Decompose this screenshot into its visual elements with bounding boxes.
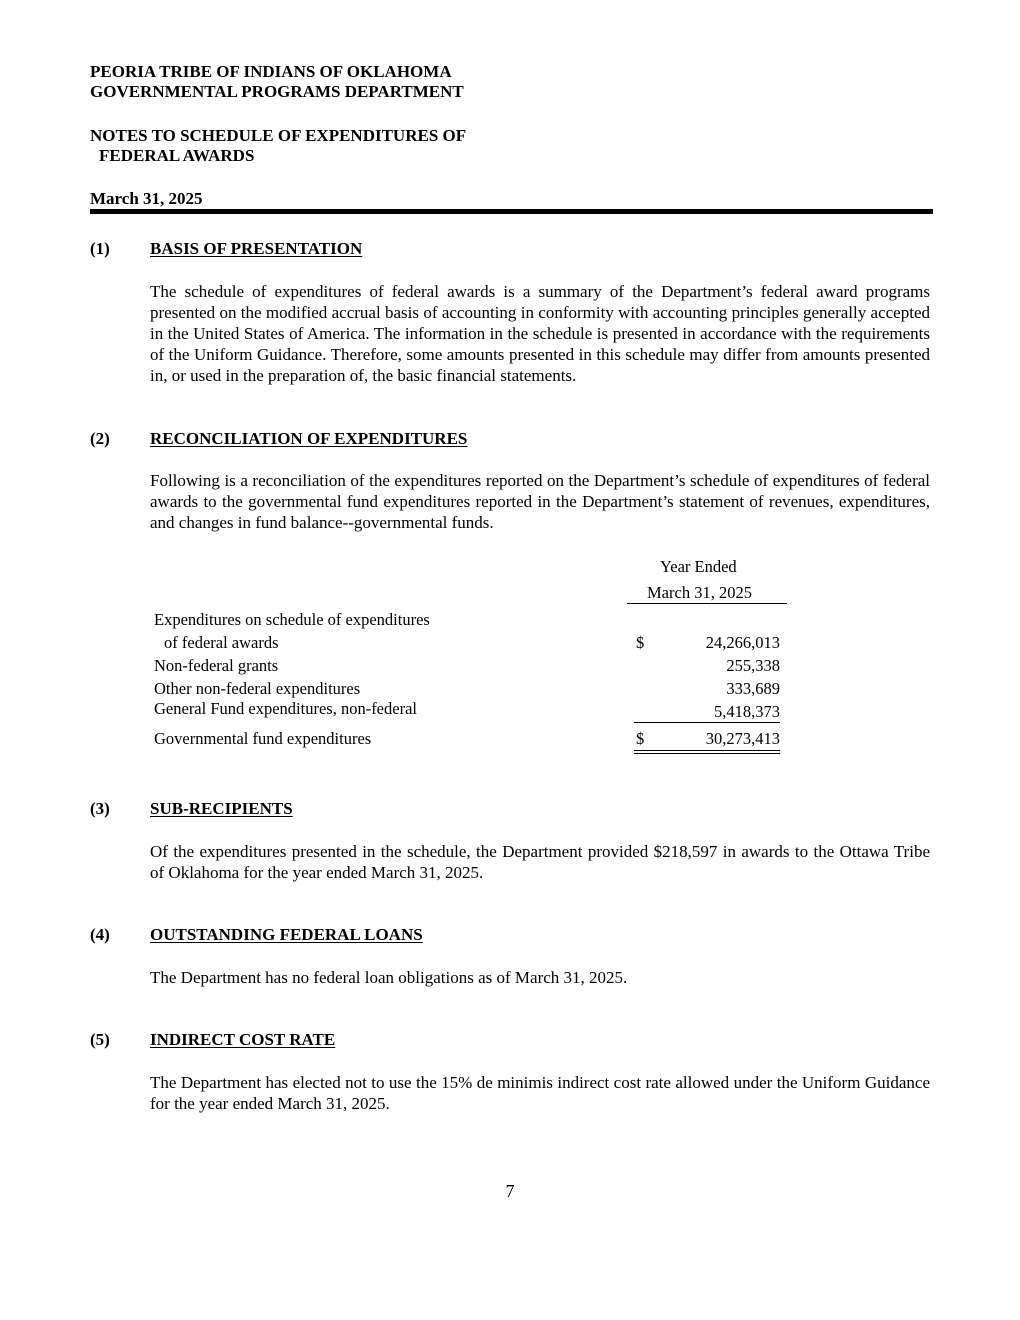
section-body: The Department has no federal loan obligations as of March 31, 2025. [150, 968, 628, 987]
document-title-line2: FEDERAL AWARDS [99, 146, 255, 165]
column-header-year-ended: Year Ended [660, 557, 737, 576]
total-amount: 30,273,413 [705, 729, 780, 748]
section-body: The schedule of expenditures of federal awards is a summary of the Department’s federal award programs presented on the modified accrual basis of accounting in conformity with accounting principles generally accepted in the United States of America. The information in the schedule is presented in accordance with the requirements of the Uniform Guidance. Therefore, some amounts presented in this schedule may differ from amounts presented in, or used in the preparation of, the basic financial statements. [150, 282, 930, 385]
currency-symbol: $ [636, 729, 645, 748]
section-body: Following is a reconciliation of the expenditures reported on the Department’s schedule of expenditures of federal awards to the governmental fund expenditures reported in the Department’s statement of revenues, expenditures, and changes in fund balance--governmental funds. [150, 471, 930, 532]
section-heading: SUB-RECIPIENTS [150, 799, 293, 818]
section-heading: RECONCILIATION OF EXPENDITURES [150, 429, 468, 448]
section-heading: OUTSTANDING FEDERAL LOANS [150, 925, 423, 944]
total-double-rule-bottom [634, 753, 780, 754]
department-name: GOVERNMENTAL PROGRAMS DEPARTMENT [90, 82, 464, 101]
section-heading: BASIS OF PRESENTATION [150, 239, 363, 258]
section-number: (3) [90, 799, 110, 818]
total-double-rule-top [634, 750, 780, 751]
table-row-label: General Fund expenditures, non-federal [154, 699, 417, 718]
document-date: March 31, 2025 [90, 189, 203, 208]
table-row-amount: 333,689 [726, 679, 780, 698]
organization-name: PEORIA TRIBE OF INDIANS OF OKLAHOMA [90, 62, 452, 81]
section-number: (2) [90, 429, 110, 448]
section-number: (5) [90, 1030, 110, 1049]
section-body: Of the expenditures presented in the schedule, the Department provided $218,597 in awards to the Ottawa Tribe of Oklahoma for the year ended March 31, 2025. [150, 842, 930, 882]
table-row-amount: 255,338 [726, 656, 780, 675]
currency-symbol: $ [636, 633, 645, 652]
subtotal-rule [634, 722, 780, 723]
section-number: (1) [90, 239, 110, 258]
header-rule [90, 209, 933, 214]
total-label: Governmental fund expenditures [154, 729, 372, 748]
section-heading: INDIRECT COST RATE [150, 1030, 336, 1049]
document-title-line1: NOTES TO SCHEDULE OF EXPENDITURES OF [90, 126, 467, 145]
page-number: 7 [505, 1181, 515, 1201]
table-row-amount: 5,418,373 [714, 702, 780, 721]
section-body: The Department has elected not to use the 15% de minimis indirect cost rate allowed under the Uniform Guidance for the year ended March 31, 2025. [150, 1073, 930, 1113]
column-header-underline [627, 603, 787, 604]
table-row-label: Expenditures on schedule of expenditures [154, 610, 430, 629]
table-row-label: of federal awards [164, 633, 279, 652]
section-number: (4) [90, 925, 110, 944]
table-row-label: Non-federal grants [154, 656, 279, 675]
table-row-label: Other non-federal expenditures [154, 679, 361, 698]
table-row-amount: 24,266,013 [705, 633, 780, 652]
column-header-date: March 31, 2025 [647, 583, 752, 602]
